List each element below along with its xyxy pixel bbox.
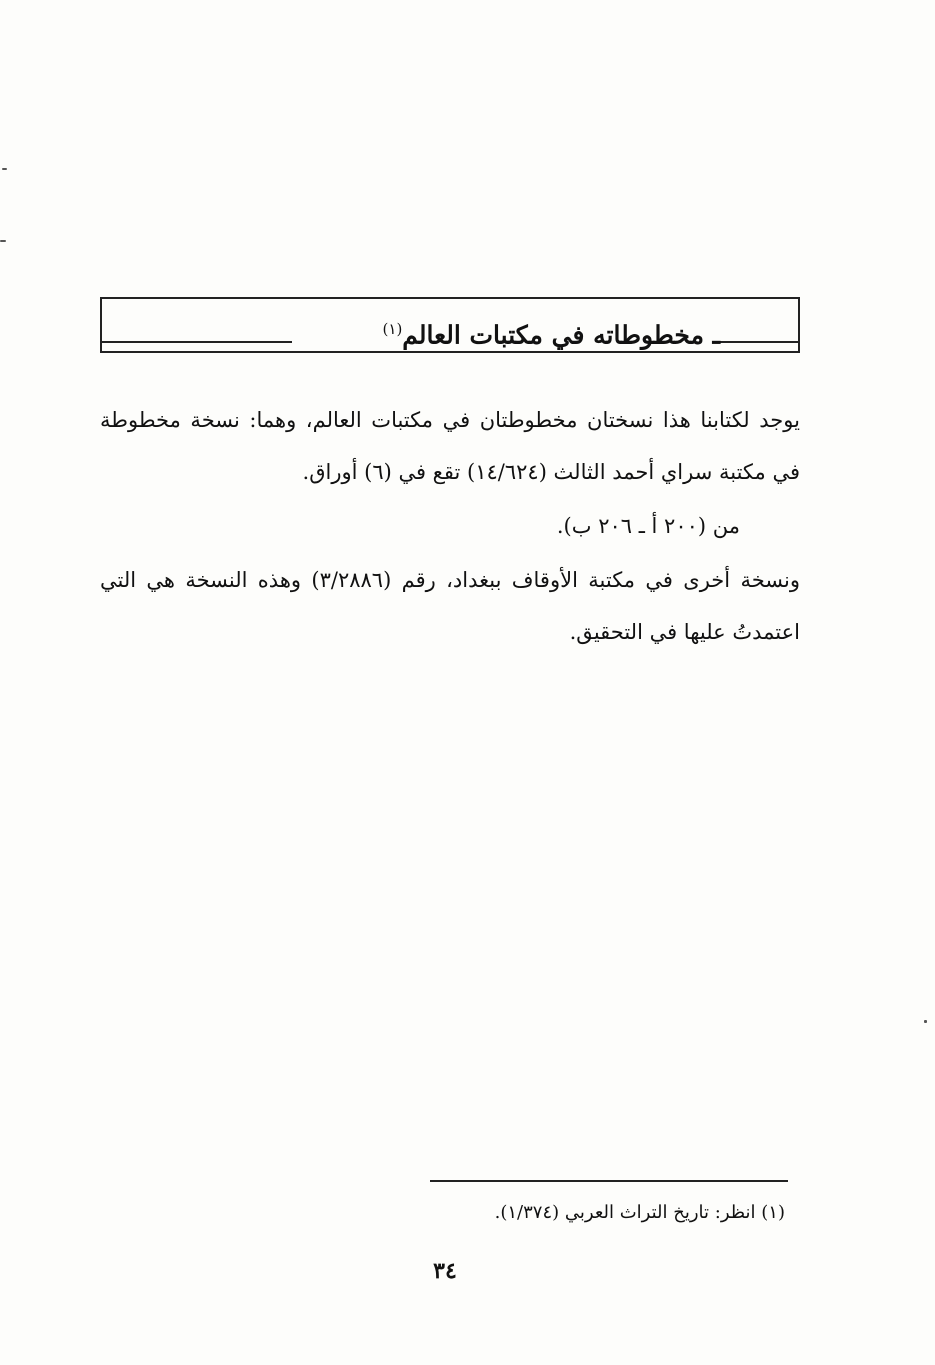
- footnote: (١) انظر: تاريخ التراث العربي (١/٣٧٤).: [494, 1202, 785, 1223]
- footnote-separator: [430, 1180, 788, 1182]
- footnote-reference: (١): [382, 320, 403, 338]
- paragraph-baghdad-copy: ونسخة أخرى في مكتبة الأوقاف ببغداد، رقم (٣/٢٨٨٦) وهذه النسخة هي التي اعتمدتُ عليها في التحقيق.: [100, 568, 800, 644]
- page-number: ٣٤: [433, 1258, 457, 1284]
- scan-speck: [0, 240, 6, 242]
- section-title: ـ مخطوطاته في مكتبات العالم: [402, 320, 720, 350]
- scan-speck: [924, 1020, 927, 1023]
- paragraph-manuscripts-intro: يوجد لكتابنا هذا نسختان مخطوطتان في مكتبات العالم، وهما: نسخة مخطوطة في مكتبة سراي أحمد الثالث (١٤/٦٢٤) تقع في (٦) أوراق.: [100, 408, 800, 484]
- heading-rule-left: [102, 341, 292, 343]
- section-heading-box: [100, 297, 800, 353]
- paragraph-folio-range: من (٢٠٠ أ ـ ٢٠٦ ب).: [556, 514, 740, 538]
- section-heading: [382, 314, 720, 350]
- scan-speck: [2, 168, 7, 170]
